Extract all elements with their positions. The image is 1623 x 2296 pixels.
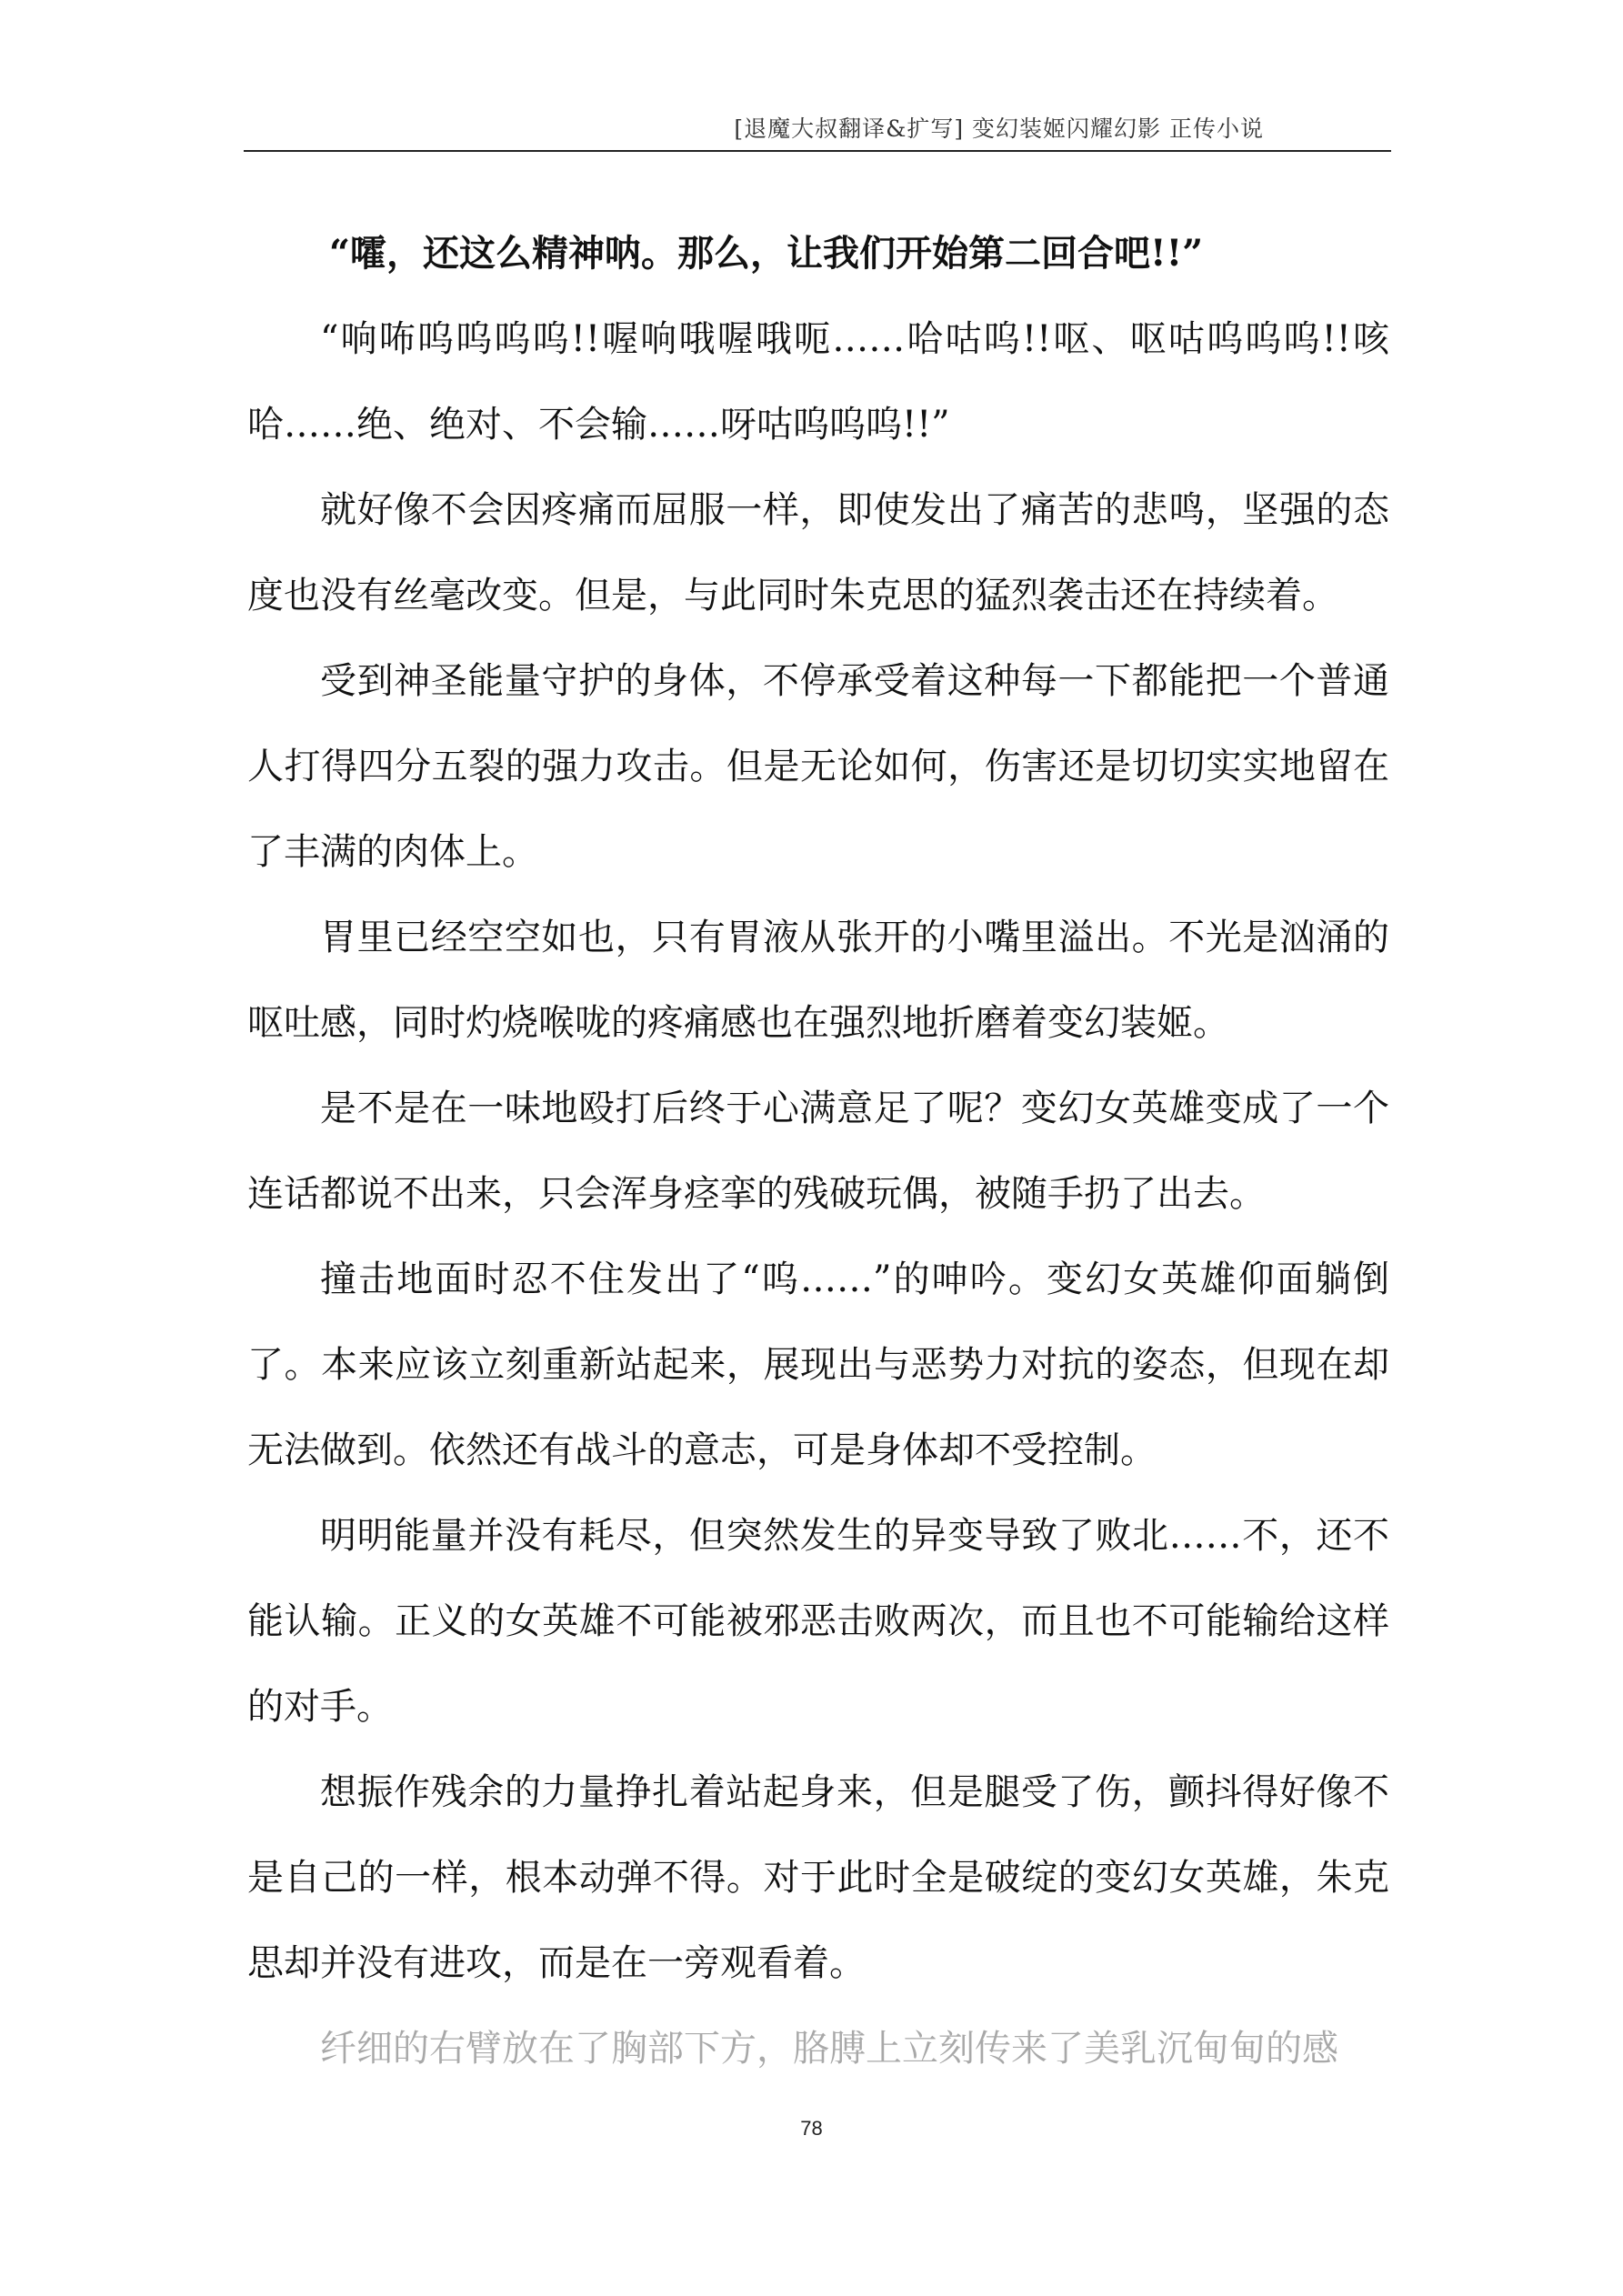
header-divider bbox=[244, 150, 1391, 152]
paragraph-continued: 纤细的右臂放在了胸部下方，胳膊上立刻传来了美乳沉甸甸的感 bbox=[320, 2028, 1338, 2070]
paragraph: 胃里已经空空如也，只有胃液从张开的小嘴里溢出。不光是汹涌的呕吐感，同时灼烧喉咙的疼痛感也在强烈地折磨着变幻装姬。 bbox=[247, 917, 1389, 1044]
paragraph: 就好像不会因疼痛而屈服一样，即使发出了痛苦的悲鸣，坚强的态度也没有丝毫改变。但是，与此同时朱克思的猛烈袭击还在持续着。 bbox=[247, 489, 1389, 617]
running-header: [退魔大叔翻译&扩写] 变幻装姬闪耀幻影 正传小说 bbox=[734, 115, 1264, 142]
paragraph-dialogue-round-two: “嚯，还这么精神呐。那么，让我们开始第二回合吧!!” bbox=[329, 232, 1204, 275]
paragraph-scream: “响咘呜呜呜呜!!喔响哦喔哦呃……哈咕呜!!呕、呕咕呜呜呜!!咳哈……绝、绝对、不会输……呀咕呜呜呜!!” bbox=[247, 318, 1389, 446]
paragraph: 想振作残余的力量挣扎着站起身来，但是腿受了伤，颤抖得好像不是自己的一样，根本动弹不得。对于此时全是破绽的变幻女英雄，朱克思却并没有进攻，而是在一旁观看着。 bbox=[247, 1771, 1389, 1984]
paragraph: 受到神圣能量守护的身体，不停承受着这种每一下都能把一个普通人打得四分五裂的强力攻击。但是无论如何，伤害还是切切实实地留在了丰满的肉体上。 bbox=[247, 660, 1389, 873]
paragraph: 是不是在一味地殴打后终于心满意足了呢？变幻女英雄变成了一个连话都说不出来，只会浑身痉挛的残破玩偶，被随手扔了出去。 bbox=[247, 1088, 1389, 1215]
page-number: 78 bbox=[800, 2117, 823, 2140]
paragraph: 明明能量并没有耗尽，但突然发生的异变导致了败北……不，还不能认输。正义的女英雄不可能被邪恶击败两次，而且也不可能输给这样的对手。 bbox=[247, 1515, 1389, 1728]
paragraph: 撞击地面时忍不住发出了“呜……”的呻吟。变幻女英雄仰面躺倒了。本来应该立刻重新站起来，展现出与恶势力对抗的姿态，但现在却无法做到。依然还有战斗的意志，可是身体却不受控制。 bbox=[247, 1258, 1389, 1471]
body-text bbox=[247, 211, 1389, 2091]
